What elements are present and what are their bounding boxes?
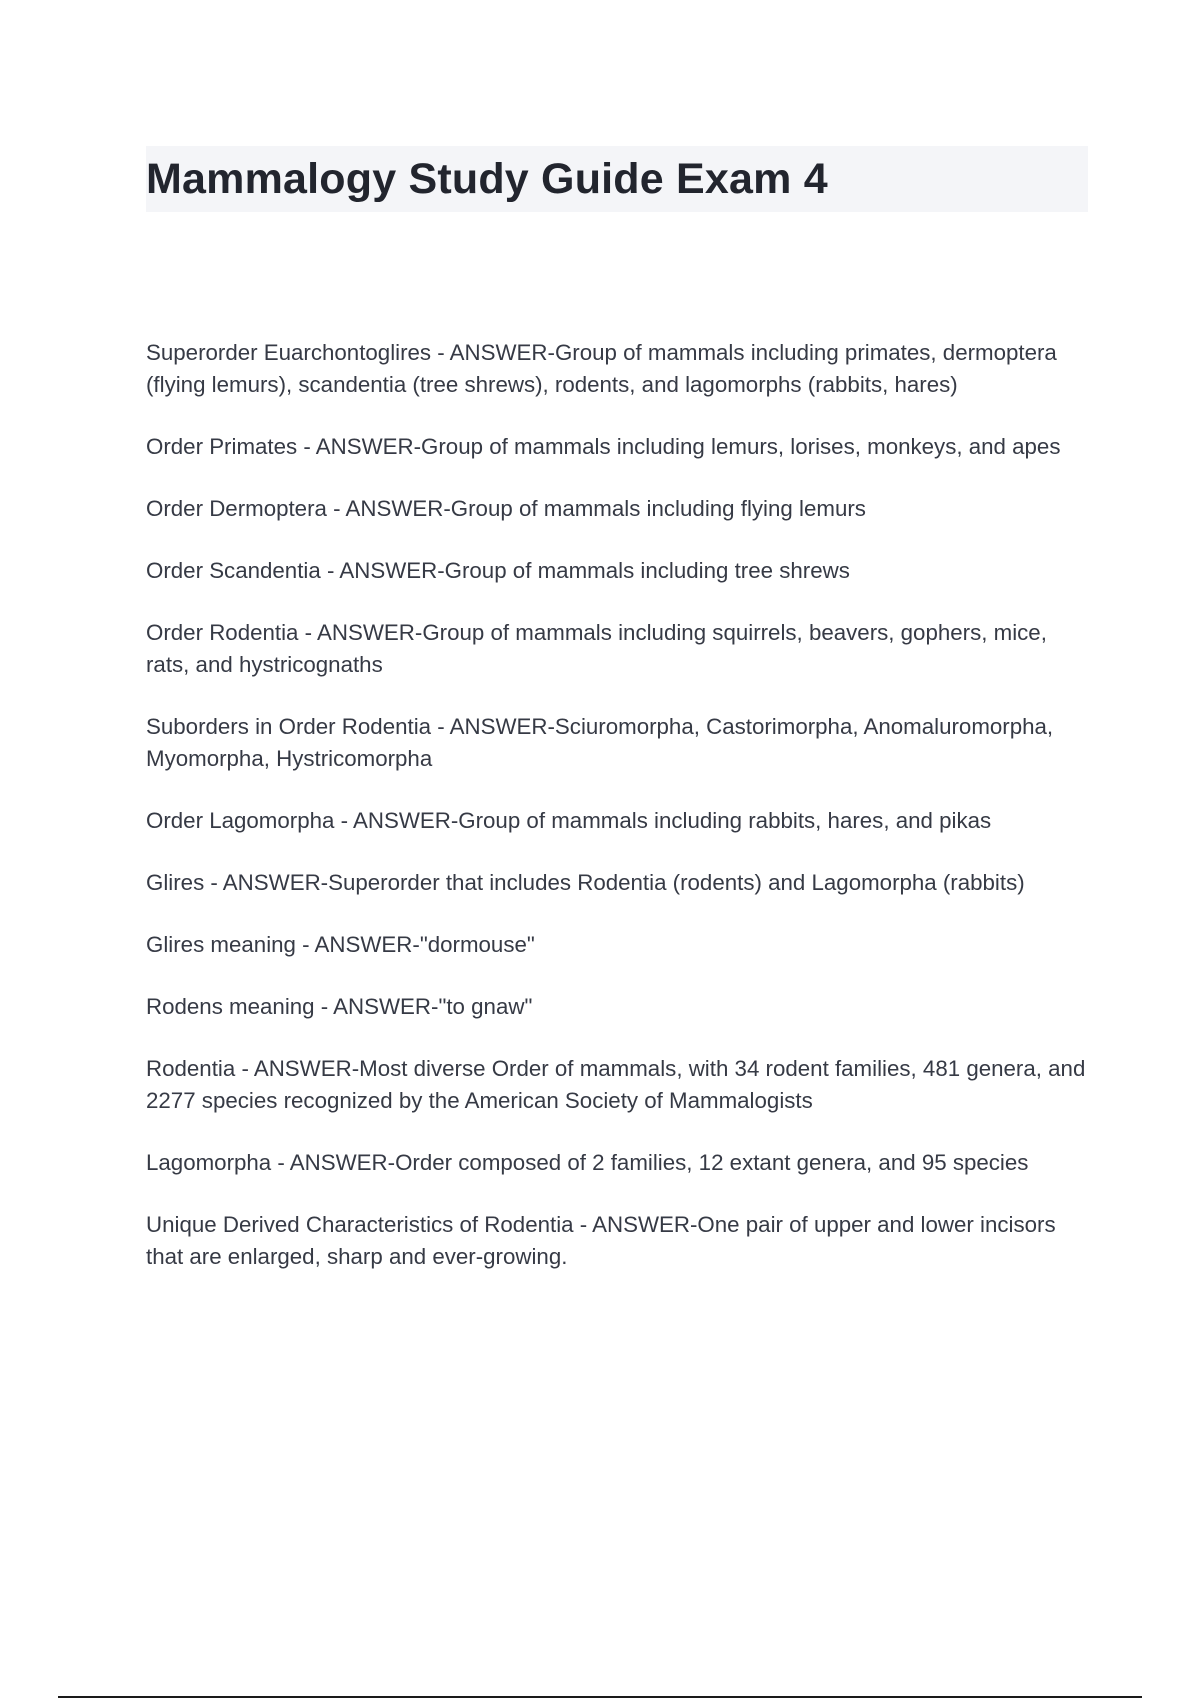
title-banner	[146, 146, 1088, 212]
entry-order-lagomorpha: Order Lagomorpha - ANSWER-Group of mammals including rabbits, hares, and pikas	[146, 808, 992, 833]
page-title: Mammalogy Study Guide Exam 4	[146, 155, 828, 203]
entry-glires-meaning: Glires meaning - ANSWER-"dormouse"	[146, 932, 535, 957]
entry-glires: Glires - ANSWER-Superorder that includes Rodentia (rodents) and Lagomorpha (rabbits)	[146, 870, 1025, 895]
entry-order-dermoptera: Order Dermoptera - ANSWER-Group of mammals including flying lemurs	[146, 496, 866, 521]
entry-suborders-rodentia: Suborders in Order Rodentia - ANSWER-Sciuromorpha, Castorimorpha, Anomaluromorpha, Myomorpha, Hystricomorpha	[146, 714, 1054, 771]
entry-superorder-euarchontoglires: Superorder Euarchontoglires - ANSWER-Group of mammals including primates, dermoptera (flying lemurs), scandentia (tree shrews), rodents, and lagomorphs (rabbits, hares)	[146, 340, 1057, 397]
entry-order-rodentia: Order Rodentia - ANSWER-Group of mammals including squirrels, beavers, gophers, mice, rats, and hystricognaths	[146, 620, 1047, 677]
entry-lagomorpha: Lagomorpha - ANSWER-Order composed of 2 families, 12 extant genera, and 95 species	[146, 1150, 1029, 1175]
entry-order-scandentia: Order Scandentia - ANSWER-Group of mammals including tree shrews	[146, 558, 850, 583]
entry-order-primates: Order Primates - ANSWER-Group of mammals including lemurs, lorises, monkeys, and apes	[146, 434, 1061, 459]
entry-unique-derived-characteristics: Unique Derived Characteristics of Rodentia - ANSWER-One pair of upper and lower incisors that are enlarged, sharp and ever-growing.	[146, 1212, 1056, 1269]
study-guide-entries	[146, 337, 1086, 1303]
entry-rodentia: Rodentia - ANSWER-Most diverse Order of mammals, with 34 rodent families, 481 genera, and 2277 species recognized by the American Society of Mammalogists	[146, 1056, 1086, 1113]
entry-rodens-meaning: Rodens meaning - ANSWER-"to gnaw"	[146, 994, 533, 1019]
footer-divider	[58, 1696, 1142, 1698]
